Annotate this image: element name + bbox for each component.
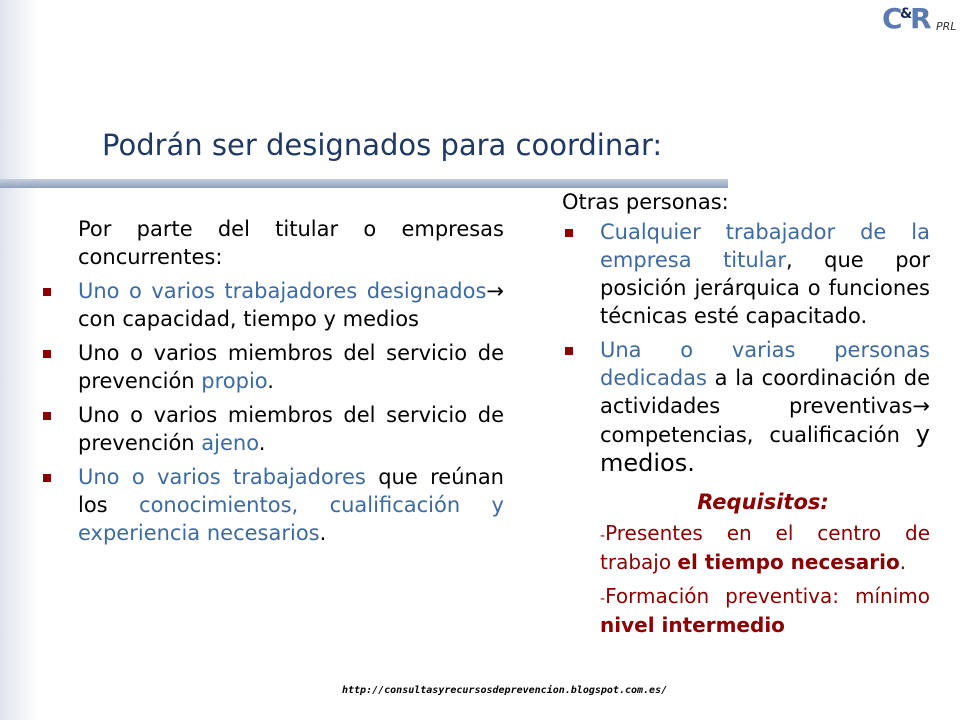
logo-c: C bbox=[882, 2, 903, 35]
left-item-2: Uno o varios miembros del servicio de prevención propio. bbox=[40, 339, 504, 395]
logo-amp: & bbox=[900, 6, 913, 22]
right-column bbox=[562, 188, 930, 638]
left-item-4: Uno o varios trabajadores que reúnan los conocimientos, cualificación y experiencia necesarios. bbox=[40, 463, 504, 547]
logo-r: R bbox=[910, 2, 932, 35]
footer-url: http://consultasyrecursosdeprevencion.blogspot.com.es/ bbox=[342, 685, 668, 696]
logo-prl: PRL bbox=[936, 20, 957, 33]
left-item-3: Uno o varios miembros del servicio de prevención ajeno. bbox=[40, 401, 504, 457]
bullet-icon bbox=[43, 412, 51, 420]
bullet-icon bbox=[565, 229, 573, 237]
bullet-icon bbox=[43, 350, 51, 358]
bullet-icon bbox=[565, 347, 573, 355]
title-underline-bar bbox=[0, 179, 728, 188]
requirement-2: -Formación preventiva: mínimo nivel intermedio bbox=[600, 584, 930, 637]
left-item-1: Uno o varios trabajadores designados→ con capacidad, tiempo y medios bbox=[40, 277, 504, 333]
slide-title: Podrán ser designados para coordinar: bbox=[102, 128, 663, 162]
right-heading: Otras personas: bbox=[562, 190, 729, 214]
left-gradient-strip bbox=[0, 0, 40, 720]
left-intro: Por parte del titular o empresas concurrentes: bbox=[78, 217, 504, 269]
bullet-icon bbox=[43, 474, 51, 482]
right-item-1: Cualquier trabajador de la empresa titular, que por posición jerárquica o funciones técnicas esté capacitado. bbox=[562, 218, 930, 330]
requirement-1: -Presentes en el centro de trabajo el tiempo necesario. bbox=[600, 521, 930, 574]
right-item-2: Una o varias personas dedicadas a la coordinación de actividades preventivas→ competencias, cualificación y medios. bbox=[562, 336, 930, 478]
bullet-icon bbox=[43, 288, 51, 296]
left-column bbox=[40, 215, 504, 553]
requisitos-heading: Requisitos: bbox=[697, 490, 829, 514]
company-logo bbox=[880, 0, 960, 42]
